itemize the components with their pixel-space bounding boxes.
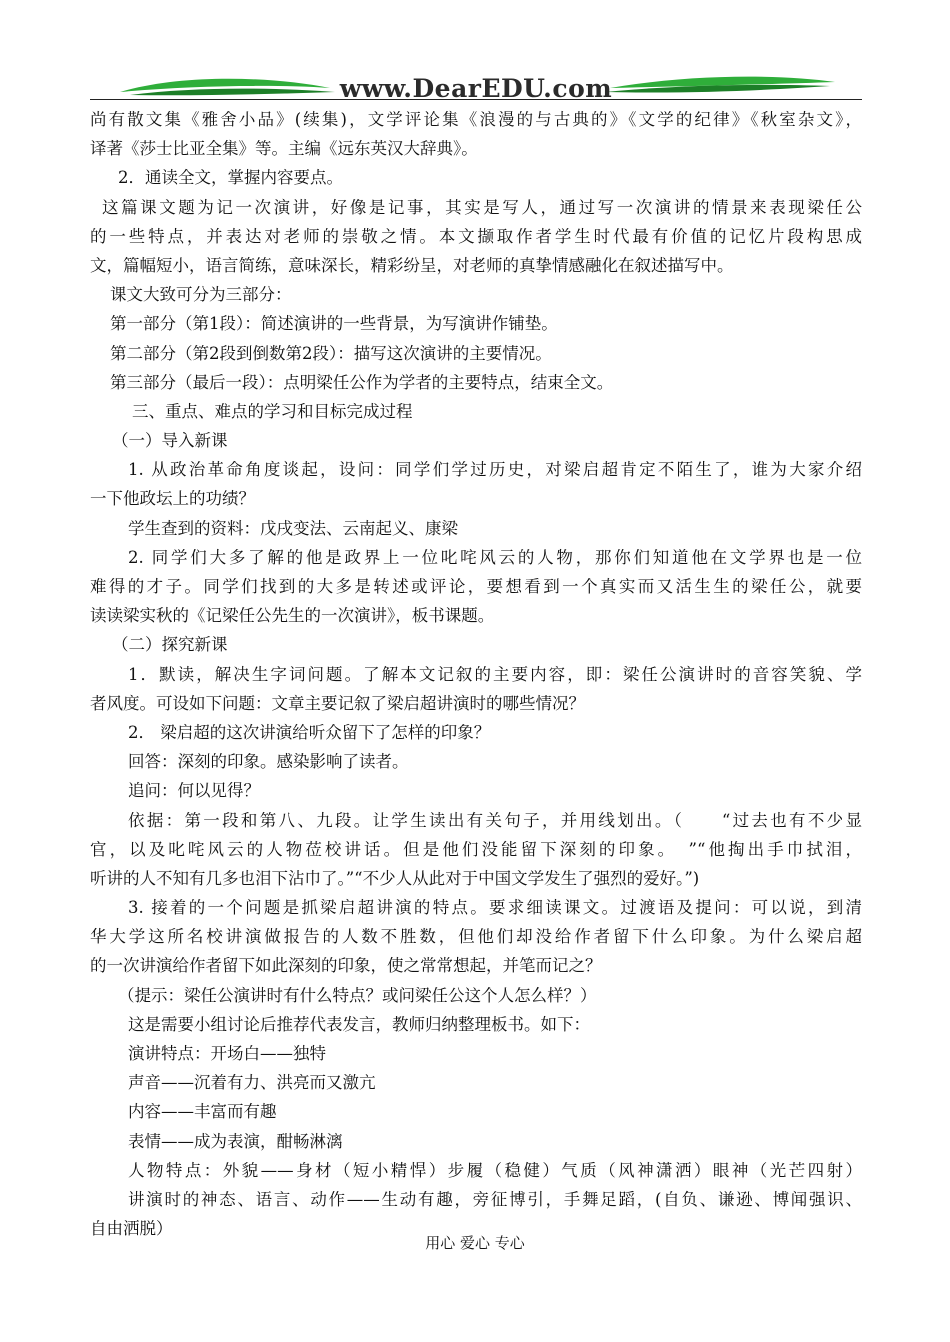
text-line: 官，以及叱咤风云的人物莅校讲话。但是他们没能留下深刻的印象。 ”“他掏出手巾拭泪， <box>90 839 862 859</box>
text-line: 讲演时的神态、语言、动作——生动有趣，旁征博引，手舞足蹈，(自负、谦逊、博闻强识、 <box>128 1189 862 1209</box>
text-line: 声音——沉着有力、洪亮而又激亢 <box>128 1073 376 1093</box>
text-line: 追问：何以见得？ <box>128 781 260 801</box>
text-line: （提示：梁任公演讲时有什么特点？或问梁任公这个人怎么样？） <box>118 985 597 1005</box>
text-line: 三、重点、难点的学习和目标完成过程 <box>132 401 413 421</box>
text-line: 这是需要小组讨论后推荐代表发言，教师归纳整理板书。如下： <box>128 1014 590 1034</box>
text-line: 表情——成为表演，酣畅淋漓 <box>128 1131 343 1151</box>
text-line: 2. 同学们大多了解的他是政界上一位叱咤风云的人物，那你们知道他在文学界也是一位 <box>128 547 862 567</box>
text-line: 第一部分（第1段）：简述演讲的一些背景，为写演讲作铺垫。 <box>110 314 558 334</box>
text-line: 回答：深刻的印象。感染影响了读者。 <box>128 752 409 772</box>
text-line: 这篇课文题为记一次演讲，好像是记事，其实是写人，通过写一次演讲的情景来表现梁任公 <box>102 197 862 217</box>
text-line: 2．通读全文，掌握内容要点。 <box>118 168 343 188</box>
text-line: 难得的才子。同学们找到的大多是转述或评论，要想看到一个真实而又活生生的梁任公，就要 <box>90 577 862 596</box>
text-line: 第二部分（第2段到倒数第2段）：描写这次演讲的主要情况。 <box>110 343 552 363</box>
text-line: 第三部分（最后一段）：点明梁任公作为学者的主要特点，结束全文。 <box>110 372 614 392</box>
header-divider <box>90 99 862 100</box>
text-line: （二）探究新课 <box>112 635 228 655</box>
text-line: 课文大致可分为三部分： <box>110 285 292 305</box>
text-line: 听讲的人不知有几多也泪下沾巾了。”“不少人从此对于中国文学发生了强烈的爱好。”) <box>90 868 700 888</box>
text-line: （一）导入新课 <box>112 431 228 451</box>
text-line: 者风度。可设如下问题：文章主要记叙了梁启超讲演时的哪些情况？ <box>90 693 585 713</box>
text-line: 译著《莎士比亚全集》等。主编《远东英汉大辞典》。 <box>90 139 478 159</box>
site-logo[interactable]: www.DearEDU.com <box>339 74 613 103</box>
text-line: 文，篇幅短小，语言简练，意味深长，精彩纷呈，对老师的真挚情感融化在叙述描写中。 <box>90 255 734 275</box>
text-line: 的一些特点，并表达对老师的崇敬之情。本文撷取作者学生时代最有价值的记忆片段构思成 <box>90 226 862 246</box>
text-line: 一下他政坛上的功绩？ <box>90 489 255 509</box>
page-footer: 用心 爱心 专心 <box>425 1234 525 1252</box>
text-line: 1．默读，解决生字词问题。了解本文记叙的主要内容，即：梁任公演讲时的音容笑貌、学 <box>128 664 862 684</box>
text-line: 的一次讲演给作者留下如此深刻的印象，使之常常想起，并笔而记之？ <box>90 956 602 976</box>
text-line: 3. 接着的一个问题是抓梁启超讲演的特点。要求细读课文。过渡语及提问：可以说，到清 <box>128 898 862 918</box>
text-line: 自由洒脱） <box>90 1219 173 1239</box>
text-line: 演讲特点：开场白——独特 <box>128 1044 326 1063</box>
document-body <box>90 105 862 1243</box>
text-line: 2． 梁启超的这次讲演给听众留下了怎样的印象？ <box>128 722 491 742</box>
text-line: 1. 从政治革命角度谈起，设问：同学们学过历史，对梁启超肯定不陌生了，谁为大家介绍 <box>128 460 862 480</box>
text-line: 内容——丰富而有趣 <box>128 1102 277 1122</box>
text-line: 依据：第一段和第八、九段。让学生读出有关句子，并用线划出。（ “过去也有不少显 <box>128 810 862 830</box>
text-line: 华大学这所名校讲演做报告的人数不胜数，但他们却没给作者留下什么印象。为什么梁启超 <box>90 927 862 947</box>
text-line: 读读梁实秋的《记梁任公先生的一次演讲》，板书课题。 <box>90 606 495 626</box>
text-line: 尚有散文集《雅舍小品》(续集)，文学评论集《浪漫的与古典的》《文学的纪律》《秋室杂文》， <box>90 110 862 129</box>
text-line: 人物特点：外貌——身材（短小精悍）步履（稳健）气质（风神潇洒）眼神（光芒四射） <box>128 1160 862 1180</box>
text-line: 学生查到的资料：戊戌变法、云南起义、康梁 <box>128 518 458 538</box>
